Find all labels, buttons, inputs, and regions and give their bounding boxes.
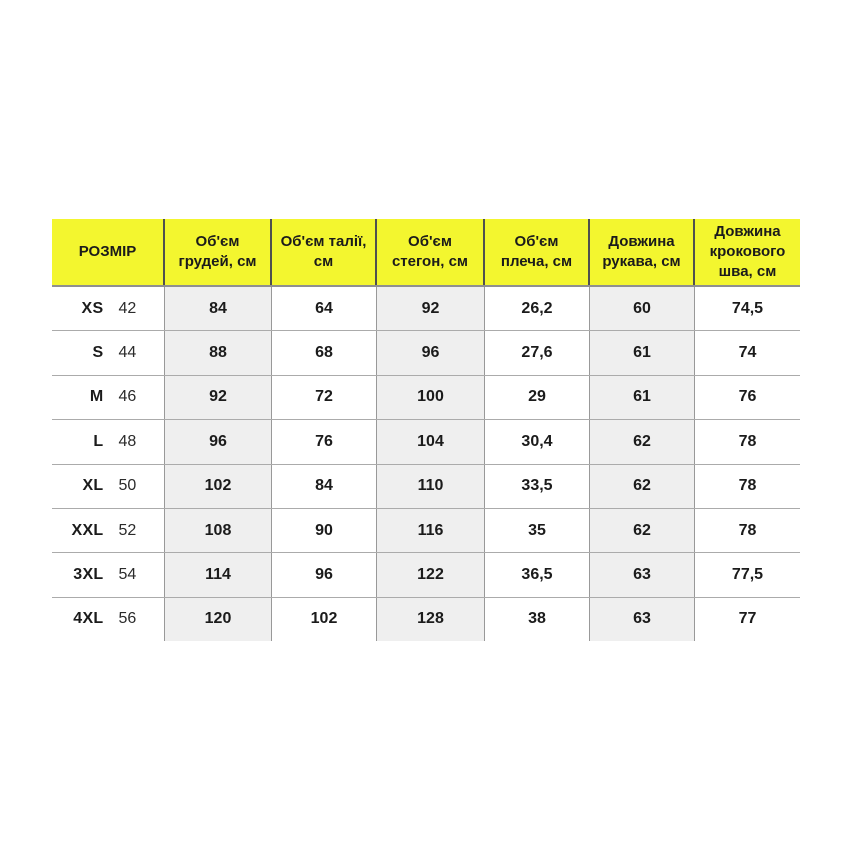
header-col-3: Об'єм стегон, см [377,219,485,285]
size-cell [52,553,165,596]
value-cell: 104 [377,420,485,463]
size-number: 46 [118,388,137,406]
size-chart-table [52,219,800,641]
header-col-5: Довжина рукава, см [590,219,695,285]
table-row [52,420,800,464]
value-cell: 78 [695,420,800,463]
value-cell: 61 [590,331,695,374]
value-cell: 116 [377,509,485,552]
value-cell: 114 [165,553,272,596]
value-cell: 84 [272,465,377,508]
value-cell: 38 [485,598,590,641]
size-label: L [93,432,104,450]
header-col-1: Об'єм грудей, см [165,219,272,285]
size-label: XL [82,477,104,495]
header-col-6: Довжина крокового шва, см [695,219,800,285]
value-cell: 62 [590,420,695,463]
value-cell: 110 [377,465,485,508]
value-cell: 60 [590,287,695,330]
header-col-2: Об'єм талії, см [272,219,377,285]
size-number: 56 [118,610,137,628]
value-cell: 102 [272,598,377,641]
value-cell: 64 [272,287,377,330]
size-label: 3XL [73,566,104,584]
table-row [52,465,800,509]
table-row [52,553,800,597]
size-label: XXL [71,521,104,539]
size-cell [52,287,165,330]
size-cell [52,420,165,463]
size-cell [52,465,165,508]
value-cell: 62 [590,509,695,552]
value-cell: 68 [272,331,377,374]
value-cell: 74,5 [695,287,800,330]
value-cell: 84 [165,287,272,330]
table-body [52,287,800,641]
table-row [52,287,800,331]
value-cell: 100 [377,376,485,419]
value-cell: 36,5 [485,553,590,596]
size-cell [52,376,165,419]
table-row [52,331,800,375]
size-label: M [89,388,104,406]
value-cell: 30,4 [485,420,590,463]
value-cell: 96 [165,420,272,463]
value-cell: 122 [377,553,485,596]
value-cell: 29 [485,376,590,419]
value-cell: 77,5 [695,553,800,596]
size-number: 50 [118,477,137,495]
size-number: 52 [118,521,137,539]
value-cell: 35 [485,509,590,552]
value-cell: 61 [590,376,695,419]
value-cell: 63 [590,598,695,641]
value-cell: 26,2 [485,287,590,330]
value-cell: 92 [377,287,485,330]
table-row [52,598,800,641]
value-cell: 90 [272,509,377,552]
size-label: S [92,344,104,362]
table-header-row [52,219,800,287]
value-cell: 108 [165,509,272,552]
size-cell [52,598,165,641]
value-cell: 96 [377,331,485,374]
header-col-4: Об'єм плеча, см [485,219,590,285]
size-number: 44 [118,344,137,362]
size-label: XS [81,299,104,317]
value-cell: 72 [272,376,377,419]
value-cell: 77 [695,598,800,641]
size-number: 54 [118,566,137,584]
value-cell: 88 [165,331,272,374]
value-cell: 63 [590,553,695,596]
value-cell: 76 [272,420,377,463]
value-cell: 78 [695,509,800,552]
size-number: 48 [118,432,137,450]
value-cell: 27,6 [485,331,590,374]
header-size-column: РОЗМІР [52,219,165,285]
value-cell: 74 [695,331,800,374]
value-cell: 78 [695,465,800,508]
size-cell [52,509,165,552]
value-cell: 120 [165,598,272,641]
value-cell: 128 [377,598,485,641]
value-cell: 96 [272,553,377,596]
value-cell: 76 [695,376,800,419]
size-number: 42 [118,299,137,317]
value-cell: 33,5 [485,465,590,508]
size-label: 4XL [73,610,104,628]
value-cell: 102 [165,465,272,508]
value-cell: 92 [165,376,272,419]
value-cell: 62 [590,465,695,508]
table-row [52,376,800,420]
size-cell [52,331,165,374]
table-row [52,509,800,553]
